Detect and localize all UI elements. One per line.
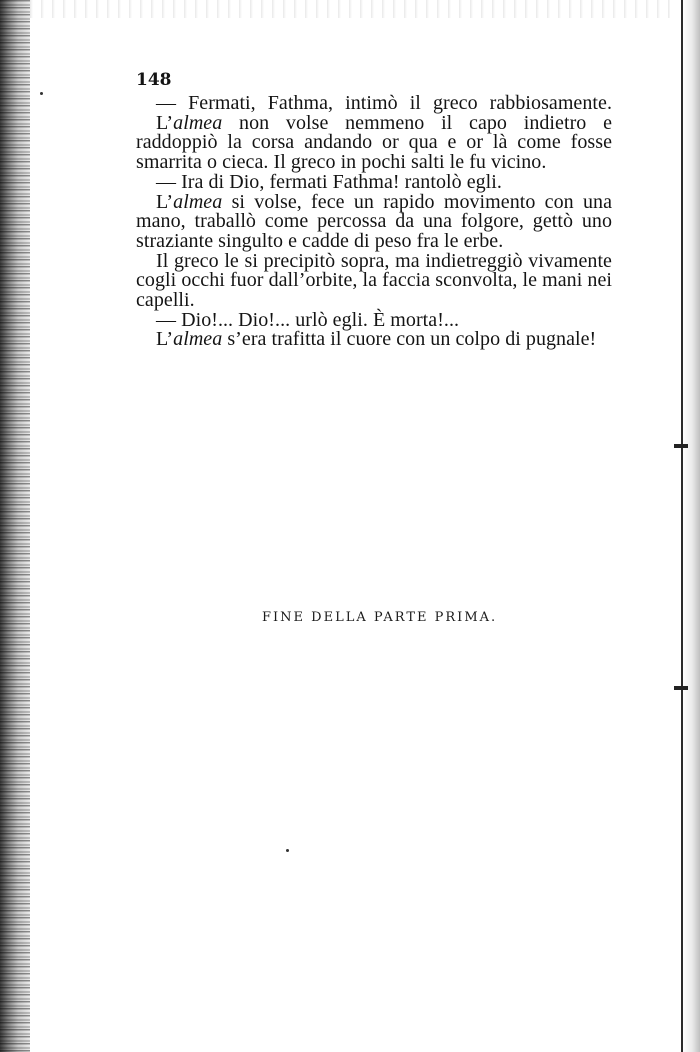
stray-speck	[286, 849, 289, 852]
paragraph-7: L’almea s’era trafitta il cuore con un colpo di pugnale!	[156, 328, 597, 351]
italic-term: almea	[173, 190, 223, 213]
paragraph-6: — Dio!... Dio!... urlò egli. È morta!...	[156, 308, 460, 331]
page-edge-rule	[681, 0, 683, 1052]
margin-mark	[674, 444, 688, 448]
italic-term: almea	[173, 111, 223, 134]
scanned-right-shadow	[682, 0, 700, 1052]
part-ending: FINE DELLA PARTE PRIMA.	[262, 610, 498, 625]
paragraph-1: — Fermati, Fathma, intimò il greco rabbiosamente.	[156, 92, 612, 114]
paragraph-4: L’almea si volse, fece un rapido movimento con una mano, traballò come percossa da una folgore, gettò uno straziante singulto e cadde di peso fra le erbe.	[136, 190, 612, 252]
stray-speck	[40, 92, 43, 95]
paragraph-3: — Ira di Dio, fermati Fathma! rantolò egli.	[156, 170, 502, 193]
scanned-top-noise	[30, 0, 670, 18]
book-page	[136, 70, 612, 350]
paragraph-2: L’almea non volse nemmeno il capo indietro e raddoppiò la corsa andando or qua e or là come fosse smarrita o cieca. Il greco in pochi salti le fu vicino.	[136, 111, 612, 174]
page-number: 148	[136, 70, 172, 90]
margin-mark	[674, 686, 688, 690]
scanned-left-edge	[0, 0, 30, 1052]
italic-term: almea	[173, 328, 223, 351]
paragraph-5: Il greco le si precipitò sopra, ma indietreggiò vivamente cogli occhi fuor dall’orbite, la faccia sconvolta, le mani nei capelli.	[136, 249, 612, 312]
